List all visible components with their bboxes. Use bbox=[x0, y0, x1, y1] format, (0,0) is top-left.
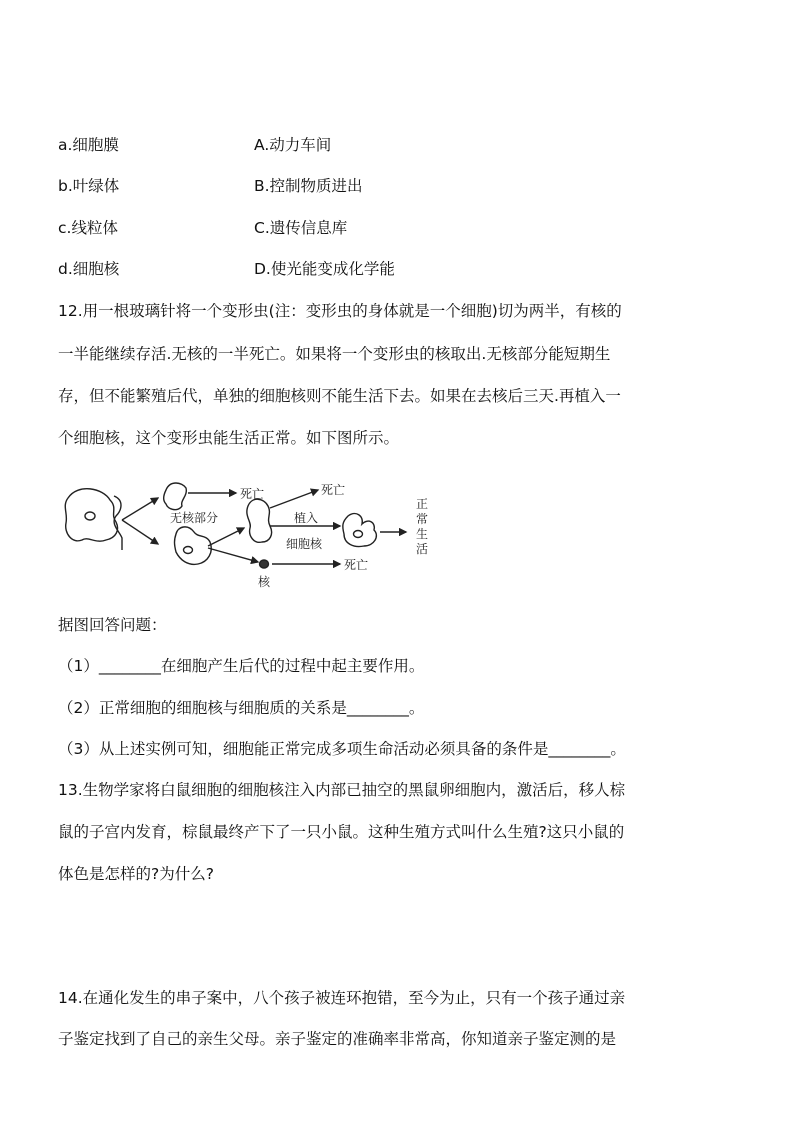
q12-prompt: 据图回答问题： bbox=[58, 616, 167, 634]
label-no-nucleus-part: 无核部分 bbox=[170, 511, 219, 525]
whole-amoeba-shape bbox=[65, 489, 117, 541]
match-right-a: A.动力车间 bbox=[254, 136, 332, 154]
match-left-a: a.细胞膜 bbox=[58, 136, 119, 154]
label-dead-3: 死亡 bbox=[344, 558, 369, 572]
upper-half-shape bbox=[164, 483, 187, 510]
q12-line-1: 12.用一根玻璃针将一个变形虫(注：变形虫的身体就是一个细胞)切为两半，有核的 bbox=[58, 302, 622, 320]
lower-half-nucleus bbox=[184, 547, 193, 554]
q12-line-3: 存，但不能繁殖后代，单独的细胞核则不能生活下去。如果在去核后三天.再植入一 bbox=[58, 387, 621, 405]
q12-sub-2: （2）正常细胞的细胞核与细胞质的关系是________。 bbox=[58, 699, 425, 717]
label-dead-1: 死亡 bbox=[240, 487, 265, 501]
lower-half-shape bbox=[175, 527, 212, 564]
match-left-d: d.细胞核 bbox=[58, 260, 120, 278]
q12-sub-1: （1）________在细胞产生后代的过程中起主要作用。 bbox=[58, 657, 425, 675]
label-implant-nucleus: 细胞核 bbox=[286, 537, 323, 551]
label-normal-4: 活 bbox=[416, 542, 429, 556]
q12-sub-3: （3）从上述实例可知，细胞能正常完成多项生命活动必须具备的条件是________。 bbox=[58, 740, 626, 758]
q12-line-4: 个细胞核，这个变形虫能生活正常。如下图所示。 bbox=[58, 429, 400, 447]
match-left-c: c.线粒体 bbox=[58, 219, 118, 237]
whole-amoeba-nucleus bbox=[85, 512, 95, 520]
label-normal-1: 正 bbox=[416, 497, 429, 511]
q13-line-3: 体色是怎样的?为什么? bbox=[58, 865, 214, 883]
label-dead-2: 死亡 bbox=[321, 483, 346, 497]
amoeba-diagram bbox=[58, 478, 438, 598]
q14-line-2: 子鉴定找到了自己的亲生父母。亲子鉴定的准确率非常高，你知道亲子鉴定测的是 bbox=[58, 1030, 617, 1048]
q12-line-2: 一半能继续存活.无核的一半死亡。如果将一个变形虫的核取出.无核部分能短期生 bbox=[58, 345, 611, 363]
match-right-c: C.遗传信息库 bbox=[254, 219, 348, 237]
q13-line-2: 鼠的子宫内发育，棕鼠最终产下了一只小鼠。这种生殖方式叫什么生殖?这只小鼠的 bbox=[58, 823, 625, 841]
isolated-nucleus bbox=[260, 560, 269, 568]
label-nucleus: 核 bbox=[258, 575, 271, 589]
q14-line-1: 14.在通化发生的串子案中，八个孩子被连环抱错，至今为止，只有一个孩子通过亲 bbox=[58, 989, 626, 1007]
label-normal-2: 常 bbox=[416, 512, 429, 526]
match-right-d: D.使光能变成化学能 bbox=[254, 260, 395, 278]
match-left-b: b.叶绿体 bbox=[58, 177, 120, 195]
enucleated-shape bbox=[247, 499, 272, 542]
glass-needle bbox=[114, 496, 122, 550]
label-normal-3: 生 bbox=[416, 527, 429, 541]
q13-line-1: 13.生物学家将白鼠细胞的细胞核注入内部已抽空的黑鼠卵细胞内，激活后，移人棕 bbox=[58, 781, 626, 799]
reconstituted-nucleus bbox=[354, 531, 363, 538]
label-implant: 植入 bbox=[294, 511, 319, 525]
match-right-b: B.控制物质进出 bbox=[254, 177, 363, 195]
